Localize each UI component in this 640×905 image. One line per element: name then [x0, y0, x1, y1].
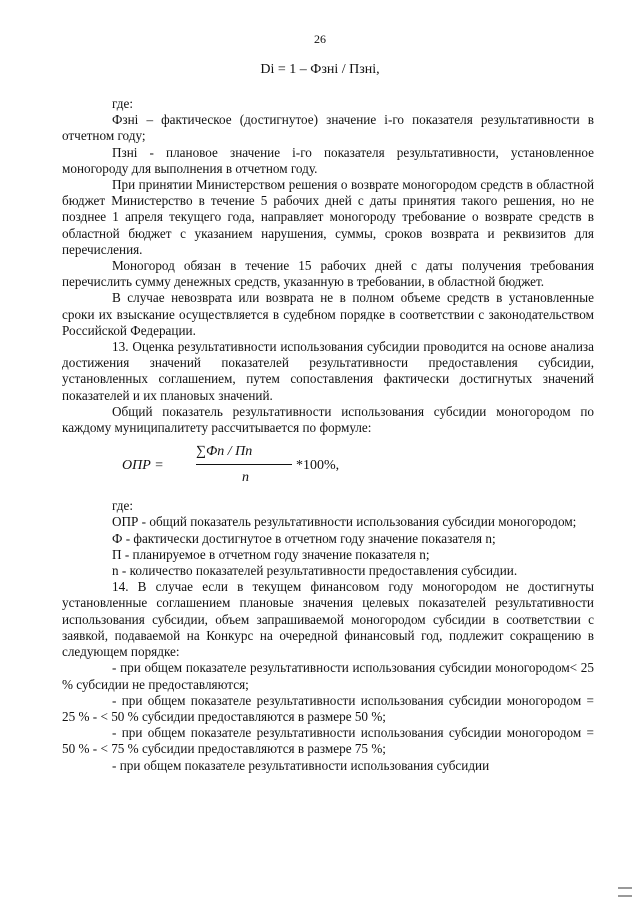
paragraph: n - количество показателей результативности предоставления субсидии.: [112, 563, 518, 579]
paragraph: ОПР - общий показатель результативности использования субсидии моногородом;: [112, 514, 577, 530]
formula-rhs: *100%,: [296, 458, 340, 474]
formula-opr: [122, 444, 594, 496]
paragraph: Моногород обязан в течение 15 рабочих дней с даты получения требования перечислить сумму денежных средств, указанную в требовании, в областной бюджет.: [62, 258, 594, 290]
paragraph: Общий показатель результативности использования субсидии моногородом по каждому муниципалитету рассчитывается по формуле:: [62, 403, 594, 436]
formula-lhs: ОПР =: [122, 458, 164, 474]
list-item: - при общем показателе результативности использования субсидии моногородом = 50 % - < 75 % субсидии предоставляются в размере 75 %;: [62, 725, 594, 757]
list-item: - при общем показателе результативности использования субсидии моногородом< 25 % субсидии не предоставляются;: [62, 660, 594, 692]
page-number: 26: [314, 32, 326, 46]
paragraph: Фзнi – фактическое (достигнутое) значение i-го показателя результативности в отчетном году;: [62, 112, 594, 144]
paragraph: где:: [112, 96, 133, 111]
paragraph: где:: [112, 498, 133, 514]
paragraph: Ф - фактически достигнутое в отчетном году значение показателя n;: [112, 530, 496, 546]
paragraph: 14. В случае если в текущем финансовом году моногородом не достигнуты установленные соглашением плановые значения целевых показателей результативности использования субсидии, объем запрашиваемой моногородом субсидии в соответствии с заявкой, подаваемой на Конкурс на очередной финансовый год, подлежит сокращению в следующем порядке:: [62, 579, 594, 660]
list-item: - при общем показателе результативности использования субсидии моногородом = 25 % - < 50 % субсидии предоставляются в размере 50 %;: [62, 692, 594, 724]
document-body: [62, 96, 594, 774]
formula-numerator: ∑Фn / Пn: [196, 444, 253, 460]
paragraph: П - планируемое в отчетном году значение показателя n;: [112, 546, 430, 562]
page-corner-mark: [618, 887, 632, 897]
fraction-bar: [196, 464, 292, 465]
paragraph: Пзнi - плановое значение i-го показателя результативности, установленное моногороду для выполнения в отчетном году.: [62, 144, 594, 176]
formula-denominator: n: [242, 470, 249, 486]
paragraph: При принятии Министерством решения о возврате моногородом средств в областной бюджет Министерство в течение 5 рабочих дней с даты принятия такого решения, но не позднее 1 апреля текущего года, направляет моногороду требование о возврате средств в областной бюджет с указанием нарушения, суммы, сроков возврата и реквизитов для перечисления.: [62, 177, 594, 257]
list-item: - при общем показателе результативности использования субсидии: [112, 757, 490, 773]
formula-di: Di = 1 – Фзнi / Пзнi,: [260, 62, 380, 77]
paragraph: В случае невозврата или возврата не в полном объеме средств в установленные сроки их взыскание осуществляется в судебном порядке в соответствии с законодательством Российской Федерации.: [62, 290, 594, 338]
paragraph: 13. Оценка результативности использования субсидии проводится на основе анализа достижения значений показателей результативности предоставления субсидии, установленных соглашением, путем сопоставления фактически достигнутых значений показателей и их плановых значений.: [62, 339, 594, 403]
